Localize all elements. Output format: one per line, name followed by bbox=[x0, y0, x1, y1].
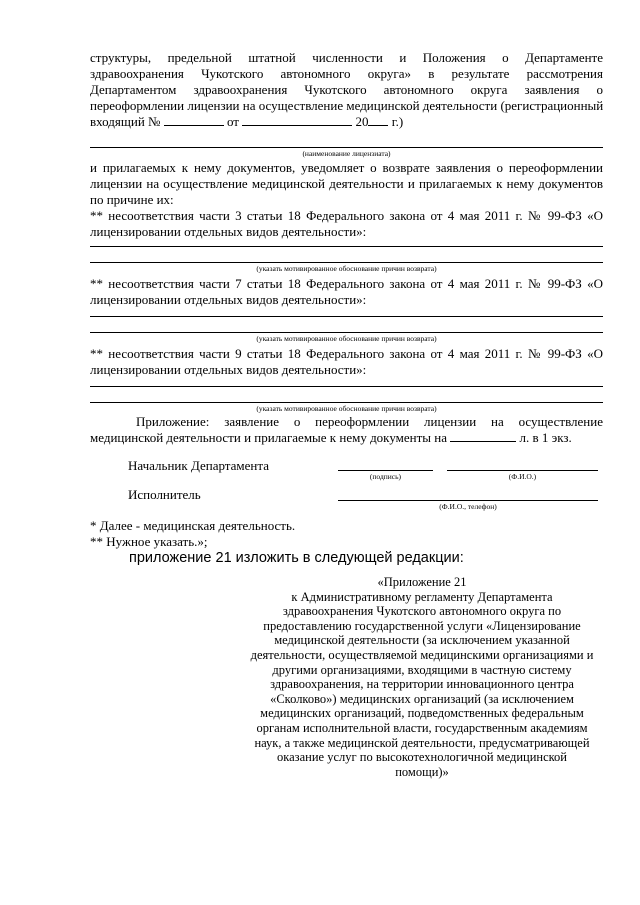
head-name-caption: (Ф.И.О.) bbox=[508, 472, 537, 481]
reason-3-blank-2[interactable] bbox=[90, 402, 603, 403]
appendix-line-1: «Приложение 21 bbox=[377, 575, 467, 589]
reason-1-line-1: ** несоответствия части 3 статьи 18 Федерального закона от 4 мая 2011 г. № 99-ФЗ «О bbox=[90, 208, 603, 223]
reason-2-caption: (указать мотивированное обоснование причин возврата) bbox=[256, 334, 437, 343]
reason-3-line-2: лицензировании отдельных видов деятельности»: bbox=[90, 362, 367, 377]
head-name-line[interactable] bbox=[447, 470, 598, 471]
from-label: от bbox=[226, 114, 239, 129]
reason-2-line-1: ** несоответствия части 7 статьи 18 Федерального закона от 4 мая 2011 г. № 99-ФЗ «О bbox=[90, 276, 603, 291]
reason-1-blank-1[interactable] bbox=[90, 246, 603, 247]
incoming-year-blank[interactable] bbox=[368, 114, 388, 126]
appendix-line-9: «Сколково») медицинских организаций (за исключением bbox=[270, 691, 574, 706]
attachment-line-1: Приложение: заявление о переоформлении лицензии на осуществление bbox=[136, 414, 603, 429]
sheets-count-blank[interactable] bbox=[450, 430, 516, 442]
reason-2-blank-1[interactable] bbox=[90, 316, 603, 317]
attachment-suffix: л. в 1 экз. bbox=[519, 430, 572, 445]
footnote-2: ** Нужное указать.»; bbox=[90, 534, 208, 549]
year-suffix: г.) bbox=[391, 114, 404, 129]
appendix-line-10: медицинских организаций, подведомственных федеральным bbox=[260, 706, 584, 721]
appendix-line-6: деятельности, осуществляемой медицинскими организациями и bbox=[250, 647, 594, 662]
reason-3-caption: (указать мотивированное обоснование причин возврата) bbox=[256, 404, 437, 413]
body-line-3: по причине их: bbox=[90, 192, 174, 207]
body-line-1: и прилагаемых к нему документов, уведомляет о возврате заявления о переоформлении bbox=[90, 160, 603, 175]
body-line-2: лицензии на осуществление медицинской деятельности и прилагаемых к нему документов bbox=[90, 176, 603, 191]
appendix-line-13: оказание услуг по высокотехнологичной медицинской bbox=[277, 750, 567, 765]
appendix-line-8: здравоохранения, на территории инновационного центра bbox=[270, 677, 574, 692]
appendix-line-11: органам исполнительной власти, государственным академиям bbox=[256, 720, 588, 735]
intro-line-1: структуры, предельной штатной численности и Положения о Департаменте bbox=[90, 50, 603, 65]
appendix-line-12: наук, а также медицинской деятельности, предусматривающей bbox=[254, 735, 590, 750]
licensee-name-line[interactable] bbox=[90, 147, 603, 148]
reason-1-line-2: лицензировании отдельных видов деятельности»: bbox=[90, 224, 367, 239]
reason-1-caption: (указать мотивированное обоснование причин возврата) bbox=[256, 264, 437, 273]
incoming-label: входящий № bbox=[90, 114, 161, 129]
appendix-line-7: другими организациями, входящими в частную систему bbox=[272, 662, 572, 677]
attachment-text: медицинской деятельности и прилагаемые к нему документы на bbox=[90, 430, 447, 445]
reason-3-blank-1[interactable] bbox=[90, 386, 603, 387]
amendment-instruction: приложение 21 изложить в следующей редакции: bbox=[129, 550, 464, 566]
signature-caption: (подпись) bbox=[369, 472, 402, 481]
head-of-department-label: Начальник Департамента bbox=[128, 458, 269, 473]
licensee-name-caption: (наименование лицензиата) bbox=[302, 149, 391, 158]
executor-caption: (Ф.И.О., телефон) bbox=[439, 502, 497, 511]
footnote-1: * Далее - медицинская деятельность. bbox=[90, 518, 296, 533]
signature-line[interactable] bbox=[338, 470, 433, 471]
incoming-number-line bbox=[90, 114, 403, 129]
intro-line-3: Департаментом здравоохранения Чукотского автономного округа заявления о bbox=[90, 82, 603, 97]
attachment-line-2 bbox=[90, 430, 572, 445]
reason-1-blank-2[interactable] bbox=[90, 262, 603, 263]
executor-label: Исполнитель bbox=[128, 487, 201, 502]
incoming-number-blank[interactable] bbox=[164, 114, 224, 126]
appendix-line-14: помощи)» bbox=[395, 764, 449, 779]
appendix-line-4: предоставлению государственной услуги «Лицензирование bbox=[263, 618, 581, 633]
reason-2-blank-2[interactable] bbox=[90, 332, 603, 333]
executor-line[interactable] bbox=[338, 500, 598, 501]
year-prefix: 20 bbox=[355, 114, 369, 129]
appendix-21-header bbox=[236, 575, 608, 779]
incoming-date-blank[interactable] bbox=[242, 114, 352, 126]
appendix-line-3: здравоохранения Чукотского автономного округа по bbox=[282, 604, 562, 619]
intro-line-4: переоформлении лицензии на осуществление медицинской деятельности (регистрационный bbox=[90, 98, 604, 113]
reason-2-line-2: лицензировании отдельных видов деятельности»: bbox=[90, 292, 367, 307]
intro-line-2: здравоохранения Чукотского автономного округа» в результате рассмотрения bbox=[90, 66, 603, 81]
reason-3-line-1: ** несоответствия части 9 статьи 18 Федерального закона от 4 мая 2011 г. № 99-ФЗ «О bbox=[90, 346, 603, 361]
appendix-line-2: к Административному регламенту Департамента bbox=[291, 589, 553, 604]
appendix-line-5: медицинской деятельности (за исключением указанной bbox=[274, 633, 570, 648]
